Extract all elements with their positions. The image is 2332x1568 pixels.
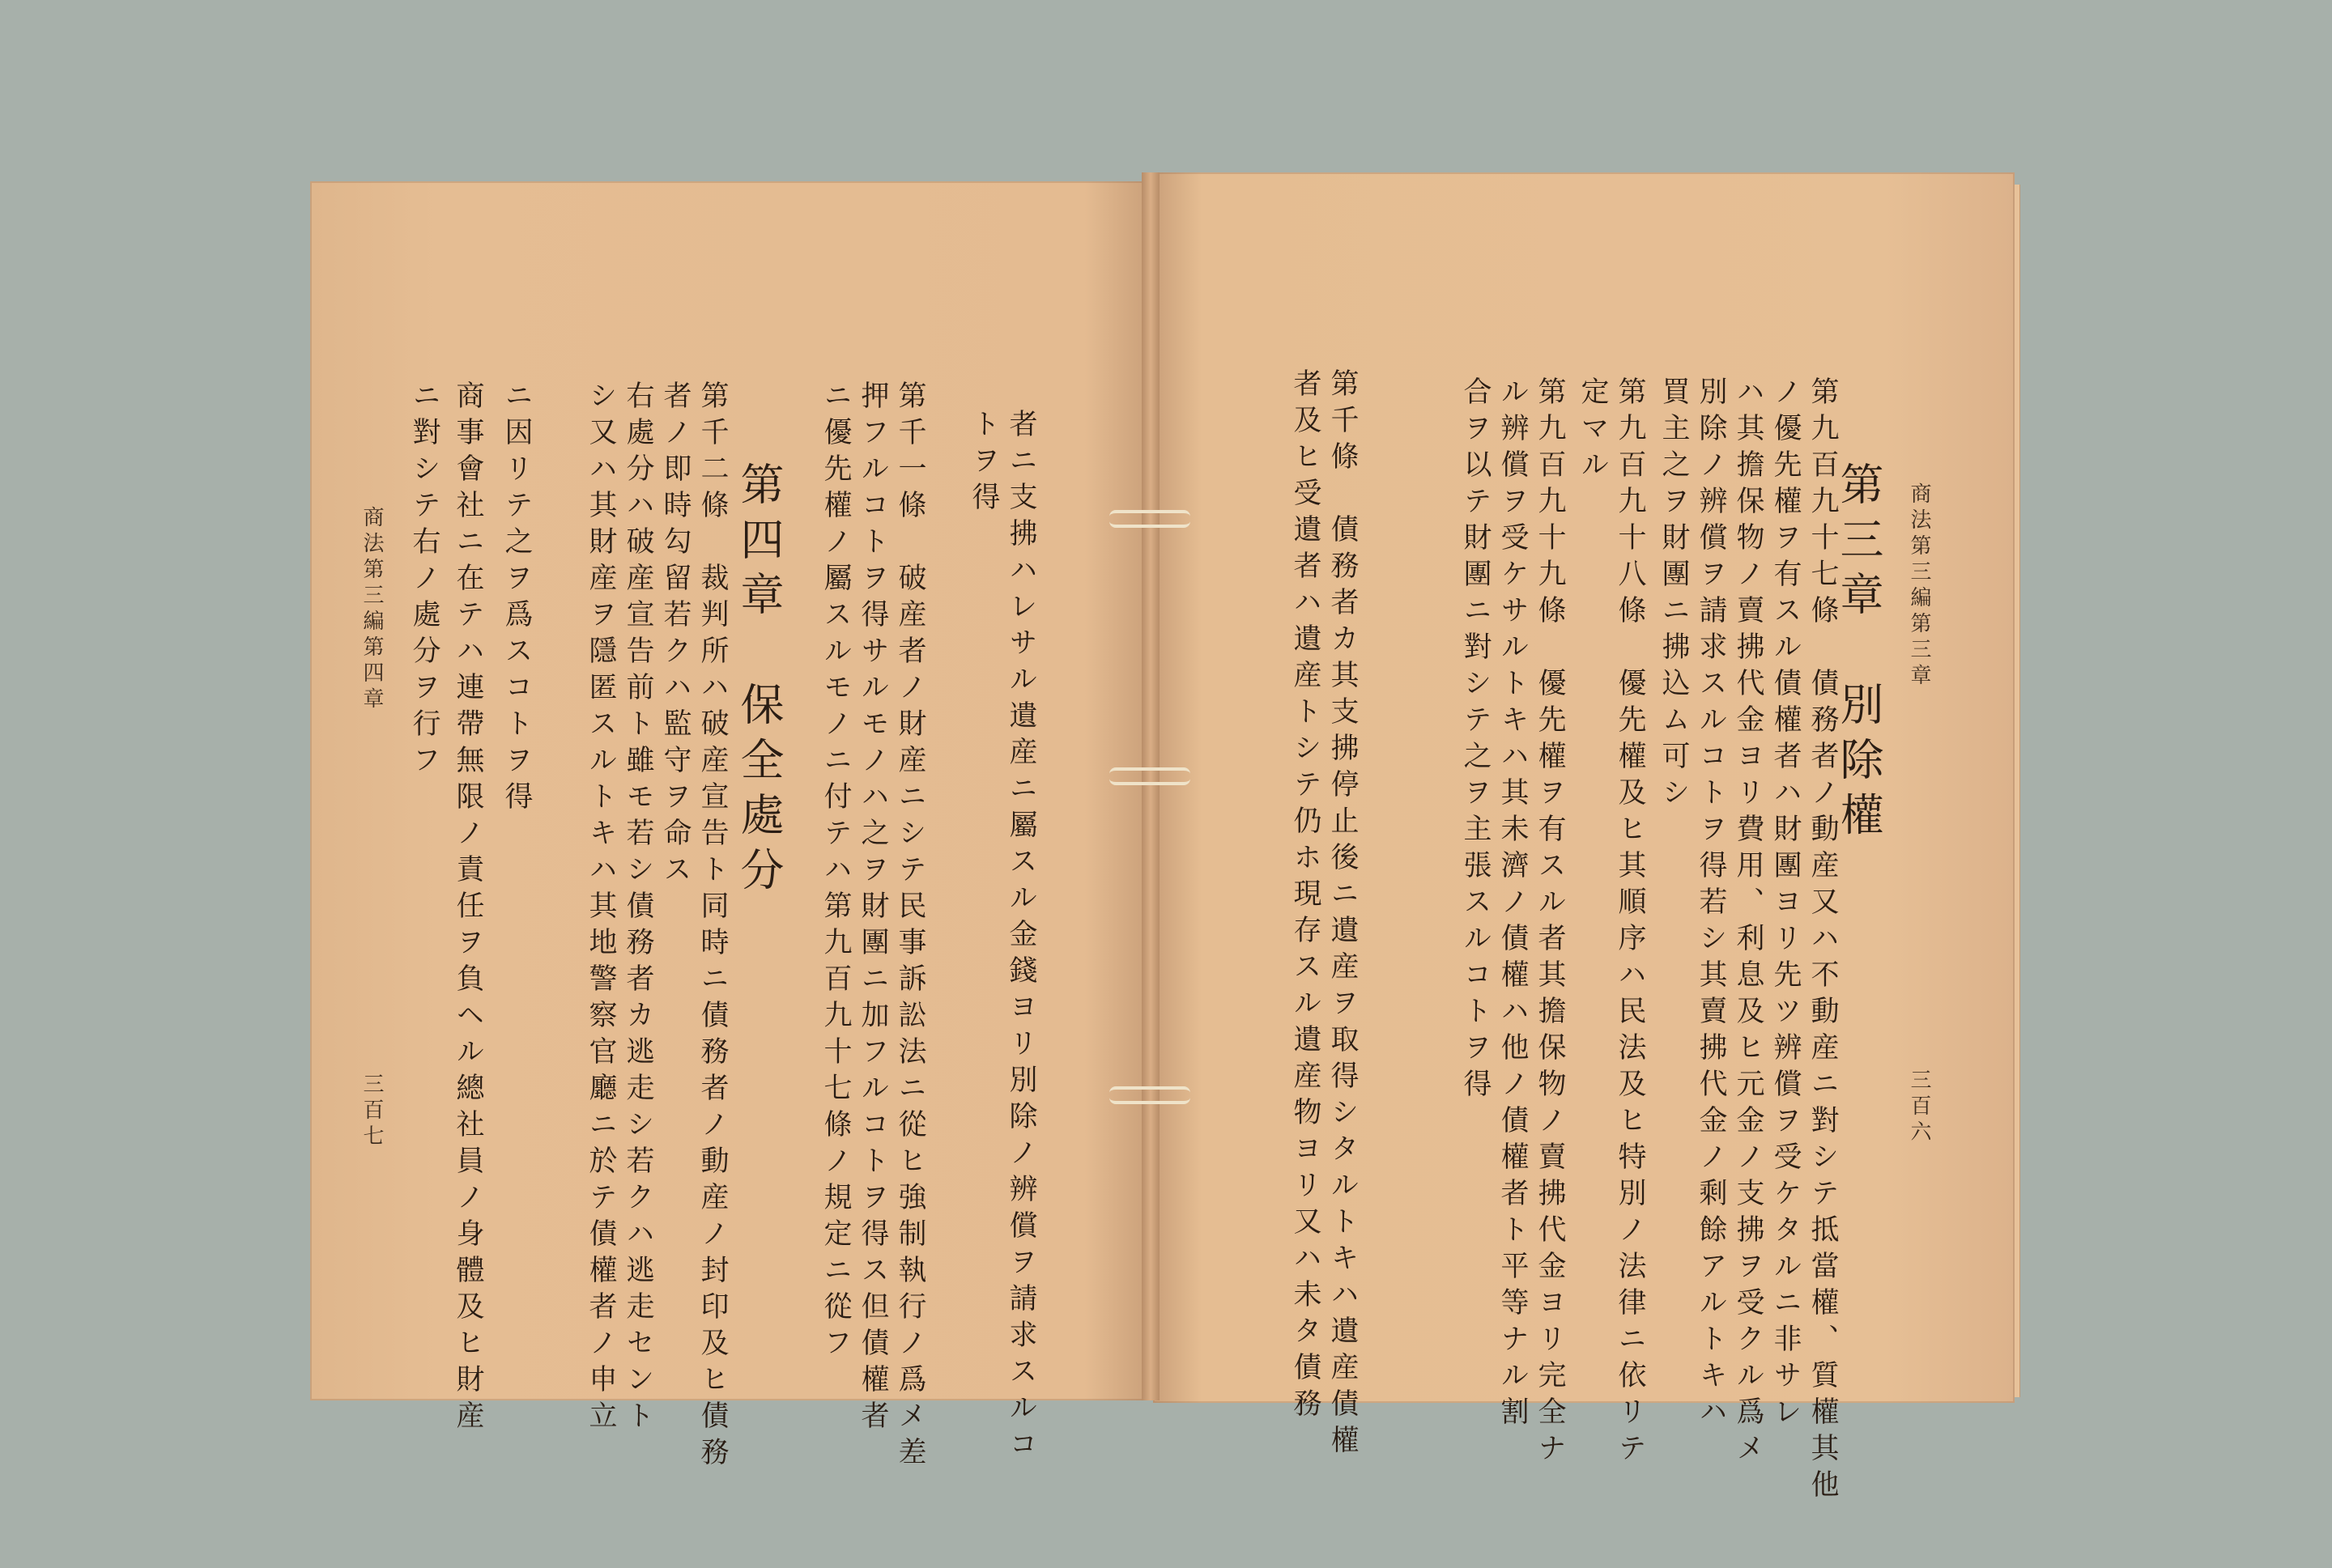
text-column: 第千條 債務者カ其支拂停止後ニ遺産ヲ取得シタルトキハ遺産債權 — [1326, 368, 1359, 1461]
binding-stitch — [1109, 767, 1190, 785]
text-column: 第九百九十八條 優先權及ヒ其順序ハ民法及ヒ特別ノ法律ニ依リテ — [1614, 376, 1646, 1469]
chapter-heading: 第四章 保全處分 — [734, 461, 785, 902]
binding-stitch — [1109, 1086, 1190, 1104]
text-column: 者ノ即時勾留若クハ監守ヲ命ス — [659, 380, 692, 890]
text-column: 右處分ハ破産宣告前ト雖モ若シ債務者カ逃走シ若クハ逃走セント — [622, 380, 654, 1437]
text-column: 押フルコトヲ得サルモノハ之ヲ財團ニ加フルコトヲ得ス但債權者 — [857, 380, 889, 1437]
text-column: ニ因リテ之ヲ爲スコトヲ得 — [500, 380, 533, 818]
running-head: 商法第三編第三章 — [1907, 482, 1931, 690]
running-head: 商法第三編第四章 — [360, 506, 384, 713]
text-column: 者及ヒ受遺者ハ遺産トシテ仍ホ現存スル遺産物ヨリ又ハ未タ債務 — [1289, 368, 1321, 1425]
text-column: 第千一條 破産者ノ財産ニシテ民事訴訟法ニ從ヒ強制執行ノ爲メ差 — [894, 380, 926, 1473]
text-column: シ又ハ其財産ヲ隱匿スルトキハ其地警察官廳ニ於テ債權者ノ申立 — [585, 380, 617, 1437]
text-column: ハ其擔保物ノ賣拂代金ヨリ費用、利息及ヒ元金ノ支拂ヲ受クル爲メ — [1732, 376, 1764, 1469]
text-column: 第九百九十七條 債務者ノ動産又ハ不動産ニ對シテ抵當權、質權其他 — [1806, 376, 1839, 1506]
text-column: 者ニ支拂ハレサル遺産ニ屬スル金錢ヨリ別除ノ辨償ヲ請求スルコ — [1005, 409, 1037, 1465]
text-column: 買主之ヲ財團ニ拂込ム可シ — [1658, 376, 1690, 814]
text-column: ル辨償ヲ受ケサルトキハ其未濟ノ債權ハ他ノ債權者ト平等ナル割 — [1496, 376, 1529, 1433]
text-column: 別除ノ辨償ヲ請求スルコトヲ得若シ其賣拂代金ノ剩餘アルトキハ — [1695, 376, 1727, 1433]
text-column: 合ヲ以テ財團ニ對シテ之ヲ主張スルコトヲ得 — [1459, 376, 1492, 1105]
chapter-heading: 第三章 別除權 — [1833, 461, 1884, 847]
binding-stitch — [1109, 510, 1190, 528]
text-column: 定マル — [1577, 376, 1609, 486]
text-column: 商事會社ニ在テハ連帶無限ノ責任ヲ負ヘル總社員ノ身體及ヒ財産 — [452, 380, 484, 1437]
text-column: 第九百九十九條 優先權ヲ有スル者其擔保物ノ賣拂代金ヨリ完全ナ — [1534, 376, 1566, 1469]
right-page — [1153, 172, 2015, 1403]
text-column: ノ優先權ヲ有スル債權者ハ財團ヨリ先ツ辨償ヲ受ケタルニ非サレ — [1769, 376, 1802, 1433]
page-number: 三百七 — [360, 1073, 384, 1150]
text-column: ニ優先權ノ屬スルモノニ付テハ第九百九十七條ノ規定ニ從フ — [819, 380, 852, 1364]
text-column: トヲ得 — [968, 409, 1000, 518]
text-column: 第千二條 裁判所ハ破産宣告ト同時ニ債務者ノ動産ノ封印及ヒ債務 — [696, 380, 729, 1473]
text-column: ニ對シテ右ノ處分ヲ行フ — [408, 380, 440, 781]
page-edges — [2015, 185, 2020, 1397]
page-number: 三百六 — [1907, 1069, 1931, 1146]
spine — [1142, 172, 1160, 1400]
